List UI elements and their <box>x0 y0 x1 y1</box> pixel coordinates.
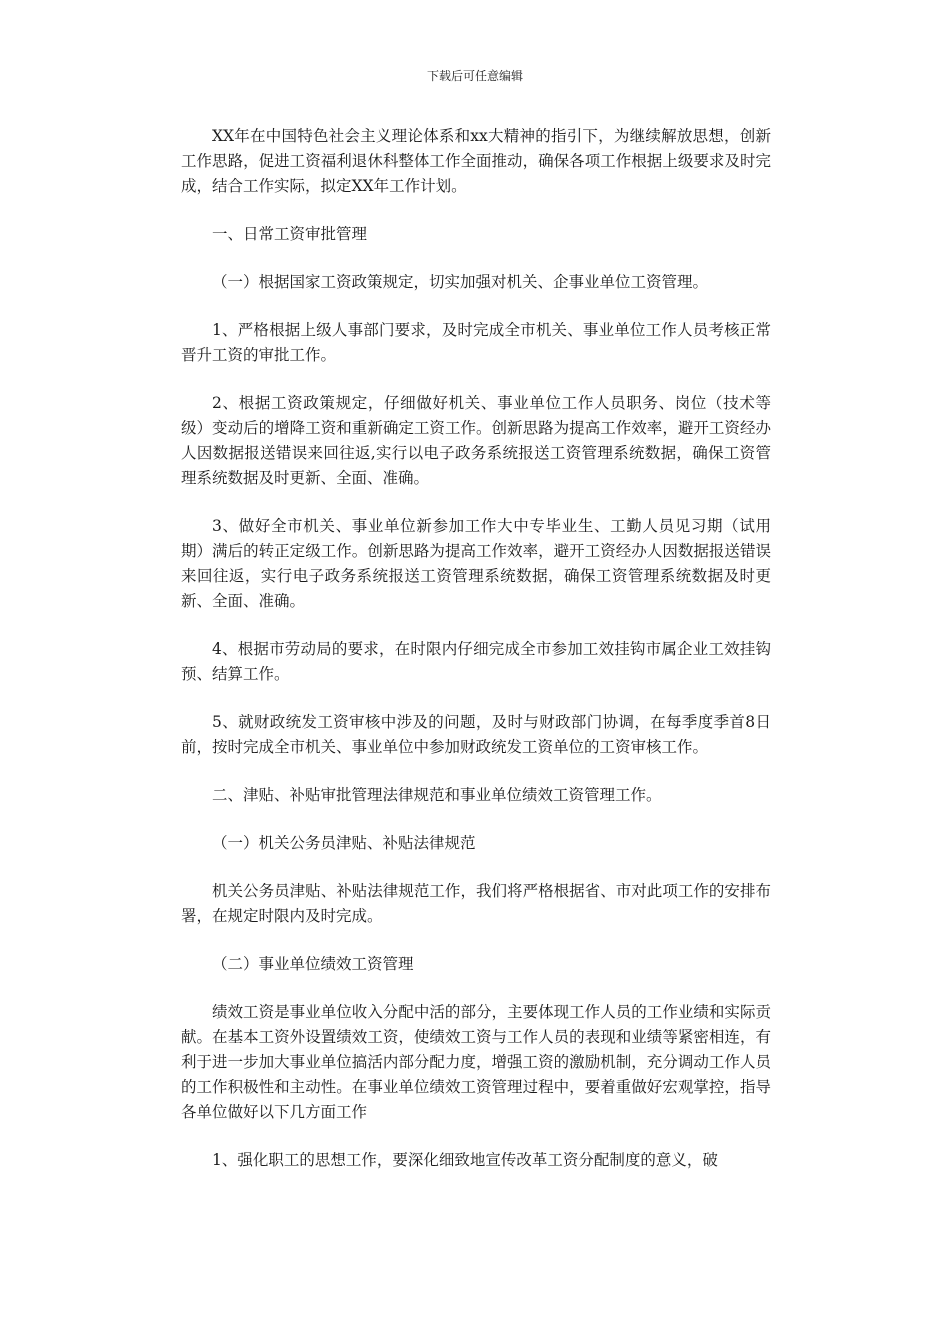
subsection-heading-2-1: （一）机关公务员津贴、补贴法律规范 <box>212 834 476 852</box>
list-item-4: 4、根据市劳动局的要求，在时限内仔细完成全市参加工效挂钩市属企业工效挂钩预、结算工作。 <box>181 640 771 683</box>
list-item-1: 1、严格根据上级人事部门要求，及时完成全市机关、事业单位工作人员考核正常晋升工资的审批工作。 <box>181 321 771 364</box>
list-item-5: 5、就财政统发工资审核中涉及的问题，及时与财政部门协调，在每季度季首8日前，按时完成全市机关、事业单位中参加财政统发工资单位的工资审核工作。 <box>181 713 771 756</box>
list-item-3: 3、做好全市机关、事业单位新参加工作大中专毕业生、工勤人员见习期（试用期）满后的转正定级工作。创新思路为提高工作效率，避开工资经办人因数据报送错误来回往返，实行电子政务系统报送工资管理系统数据，确保工资管理系统数据及时更新、全面、准确。 <box>181 517 771 610</box>
section-heading-1: 一、日常工资审批管理 <box>212 225 368 243</box>
list-item-6: 1、强化职工的思想工作，要深化细致地宣传改革工资分配制度的意义，破 <box>212 1151 718 1169</box>
intro-paragraph: XX年在中国特色社会主义理论体系和xx大精神的指引下，为继续解放思想，创新工作思路，促进工资福利退休科整体工作全面推动，确保各项工作根据上级要求及时完成，结合工作实际，拟定XX年工作计划。 <box>181 127 771 195</box>
body-paragraph-performance-pay: 绩效工资是事业单位收入分配中活的部分，主要体现工作人员的工作业绩和实际贡献。在基本工资外设置绩效工资，使绩效工资与工作人员的表现和业绩等紧密相连，有利于进一步加大事业单位搞活内部分配力度，增强工资的激励机制，充分调动工作人员的工作积极性和主动性。在事业单位绩效工资管理过程中，要着重做好宏观掌控，指导各单位做好以下几方面工作 <box>181 1003 771 1121</box>
subsection-heading-1-1: （一）根据国家工资政策规定，切实加强对机关、企事业单位工资管理。 <box>212 273 709 291</box>
header-note: 下载后可任意编辑 <box>426 69 523 83</box>
section-heading-2: 二、津贴、补贴审批管理法律规范和事业单位绩效工资管理工作。 <box>212 786 662 804</box>
subsection-heading-2-2: （二）事业单位绩效工资管理 <box>212 955 414 973</box>
body-paragraph-allowance: 机关公务员津贴、补贴法律规范工作，我们将严格根据省、市对此项工作的安排布署，在规定时限内及时完成。 <box>181 882 771 925</box>
list-item-2: 2、根据工资政策规定，仔细做好机关、事业单位工作人员职务、岗位（技术等级）变动后的增降工资和重新确定工资工作。创新思路为提高工作效率，避开工资经办人因数据报送错误来回往返,实行以电子政务系统报送工资管理系统数据，确保工资管理系统数据及时更新、全面、准确。 <box>181 394 771 487</box>
document-body <box>181 124 771 1196</box>
